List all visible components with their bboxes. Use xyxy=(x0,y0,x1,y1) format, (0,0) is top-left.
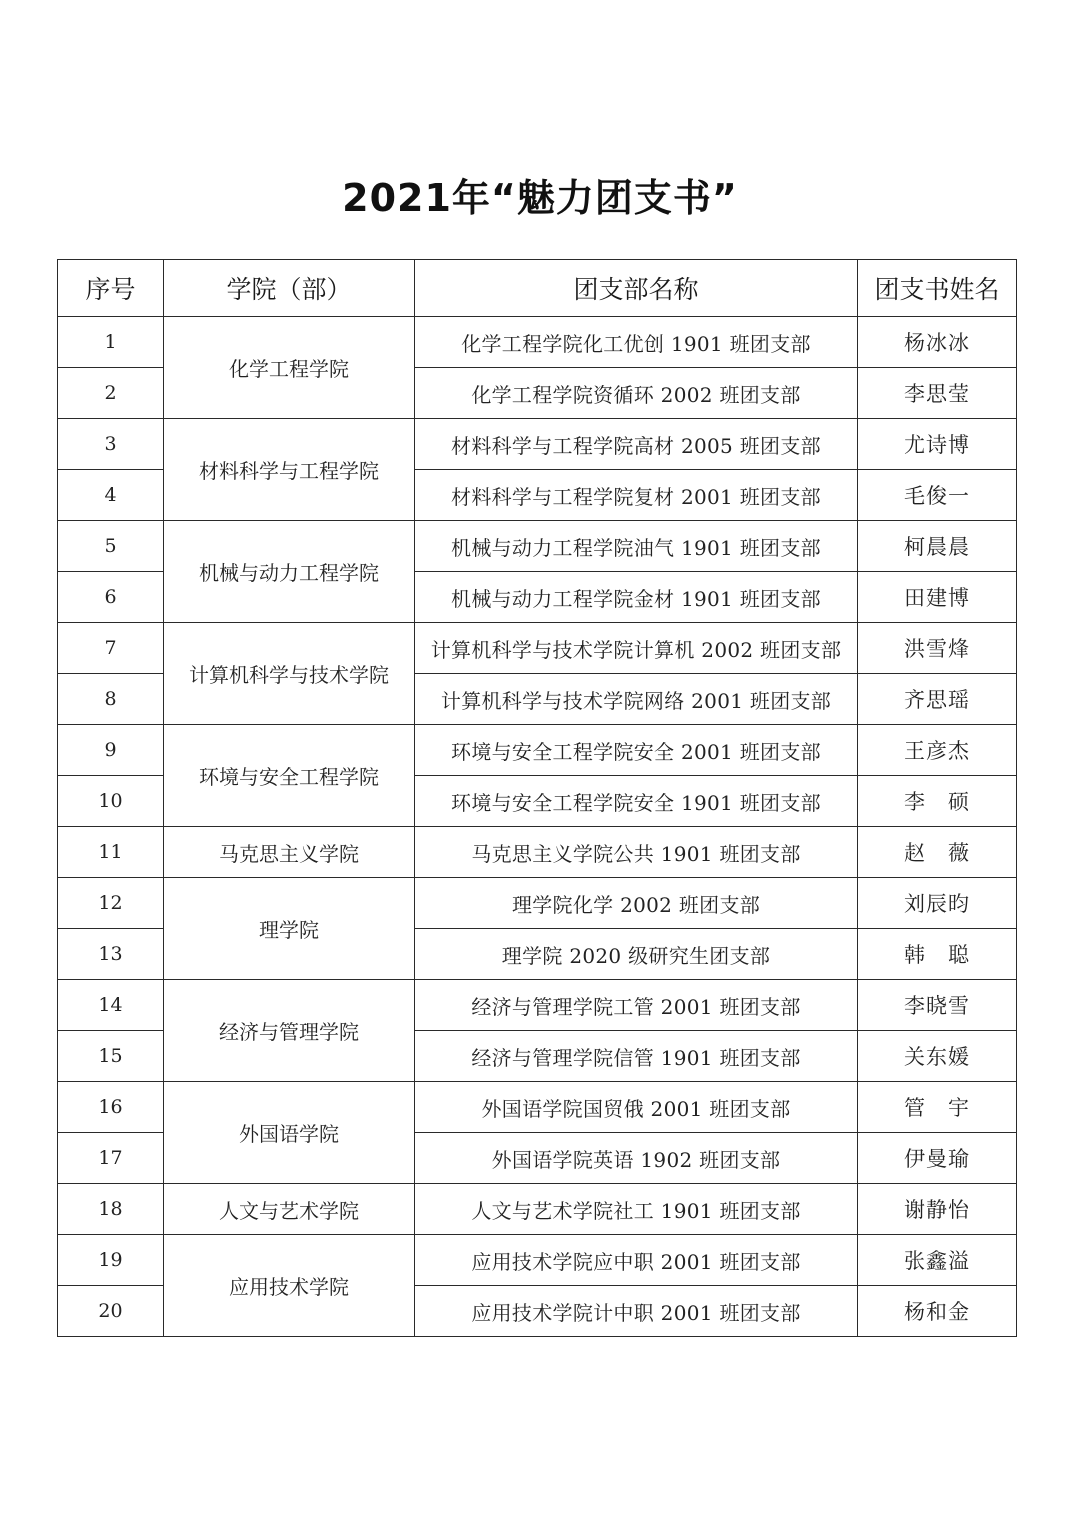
branch-name: 化学工程学院资循环 2002 班团支部 xyxy=(415,368,858,419)
college-name: 机械与动力工程学院 xyxy=(164,521,415,623)
secretary-name: 毛俊一 xyxy=(858,470,1017,521)
branch-name: 外国语学院英语 1902 班团支部 xyxy=(415,1133,858,1184)
row-index: 2 xyxy=(58,368,164,419)
branch-name: 理学院 2020 级研究生团支部 xyxy=(415,929,858,980)
header-college: 学院（部） xyxy=(164,260,415,317)
table-row xyxy=(58,878,1017,929)
college-name: 外国语学院 xyxy=(164,1082,415,1184)
secretary-name: 田建博 xyxy=(858,572,1017,623)
branch-name: 材料科学与工程学院高材 2005 班团支部 xyxy=(415,419,858,470)
branch-name: 经济与管理学院信管 1901 班团支部 xyxy=(415,1031,858,1082)
secretary-name: 尤诗博 xyxy=(858,419,1017,470)
branch-name: 计算机科学与技术学院网络 2001 班团支部 xyxy=(415,674,858,725)
branch-name: 材料科学与工程学院复材 2001 班团支部 xyxy=(415,470,858,521)
row-index: 1 xyxy=(58,317,164,368)
table-row xyxy=(58,827,1017,878)
secretary-name: 王彦杰 xyxy=(858,725,1017,776)
secretary-name: 齐思瑶 xyxy=(858,674,1017,725)
branch-name: 应用技术学院计中职 2001 班团支部 xyxy=(415,1286,858,1337)
secretary-name: 李晓雪 xyxy=(858,980,1017,1031)
header-branch: 团支部名称 xyxy=(415,260,858,317)
header-secretary: 团支书姓名 xyxy=(858,260,1017,317)
row-index: 9 xyxy=(58,725,164,776)
table-row xyxy=(58,317,1017,368)
college-name: 马克思主义学院 xyxy=(164,827,415,878)
row-index: 20 xyxy=(58,1286,164,1337)
branch-name: 化学工程学院化工优创 1901 班团支部 xyxy=(415,317,858,368)
branch-name: 应用技术学院应中职 2001 班团支部 xyxy=(415,1235,858,1286)
table-row xyxy=(58,419,1017,470)
secretary-name: 赵 薇 xyxy=(858,827,1017,878)
row-index: 10 xyxy=(58,776,164,827)
branch-name: 机械与动力工程学院金材 1901 班团支部 xyxy=(415,572,858,623)
header-index: 序号 xyxy=(58,260,164,317)
table-row xyxy=(58,725,1017,776)
college-name: 经济与管理学院 xyxy=(164,980,415,1082)
table-row xyxy=(58,980,1017,1031)
award-roster-table xyxy=(57,259,1017,1337)
secretary-name: 关东媛 xyxy=(858,1031,1017,1082)
secretary-name: 谢静怡 xyxy=(858,1184,1017,1235)
branch-name: 外国语学院国贸俄 2001 班团支部 xyxy=(415,1082,858,1133)
table-row xyxy=(58,623,1017,674)
college-name: 化学工程学院 xyxy=(164,317,415,419)
table-header xyxy=(58,260,1017,317)
row-index: 16 xyxy=(58,1082,164,1133)
secretary-name: 李 硕 xyxy=(858,776,1017,827)
secretary-name: 张鑫溢 xyxy=(858,1235,1017,1286)
row-index: 17 xyxy=(58,1133,164,1184)
table-row xyxy=(58,1184,1017,1235)
secretary-name: 刘辰昀 xyxy=(858,878,1017,929)
branch-name: 环境与安全工程学院安全 2001 班团支部 xyxy=(415,725,858,776)
row-index: 19 xyxy=(58,1235,164,1286)
branch-name: 理学院化学 2002 班团支部 xyxy=(415,878,858,929)
row-index: 3 xyxy=(58,419,164,470)
row-index: 12 xyxy=(58,878,164,929)
college-name: 人文与艺术学院 xyxy=(164,1184,415,1235)
secretary-name: 杨冰冰 xyxy=(858,317,1017,368)
row-index: 13 xyxy=(58,929,164,980)
table-row xyxy=(58,521,1017,572)
college-name: 应用技术学院 xyxy=(164,1235,415,1337)
table-row xyxy=(58,1082,1017,1133)
row-index: 15 xyxy=(58,1031,164,1082)
branch-name: 人文与艺术学院社工 1901 班团支部 xyxy=(415,1184,858,1235)
secretary-name: 柯晨晨 xyxy=(858,521,1017,572)
row-index: 7 xyxy=(58,623,164,674)
row-index: 18 xyxy=(58,1184,164,1235)
college-name: 计算机科学与技术学院 xyxy=(164,623,415,725)
college-name: 理学院 xyxy=(164,878,415,980)
secretary-name: 李思莹 xyxy=(858,368,1017,419)
row-index: 8 xyxy=(58,674,164,725)
secretary-name: 杨和金 xyxy=(858,1286,1017,1337)
secretary-name: 伊曼瑜 xyxy=(858,1133,1017,1184)
college-name: 材料科学与工程学院 xyxy=(164,419,415,521)
row-index: 4 xyxy=(58,470,164,521)
branch-name: 机械与动力工程学院油气 1901 班团支部 xyxy=(415,521,858,572)
table-row xyxy=(58,1235,1017,1286)
branch-name: 环境与安全工程学院安全 1901 班团支部 xyxy=(415,776,858,827)
branch-name: 计算机科学与技术学院计算机 2002 班团支部 xyxy=(415,623,858,674)
college-name: 环境与安全工程学院 xyxy=(164,725,415,827)
branch-name: 马克思主义学院公共 1901 班团支部 xyxy=(415,827,858,878)
secretary-name: 管 宇 xyxy=(858,1082,1017,1133)
secretary-name: 韩 聪 xyxy=(858,929,1017,980)
table-body xyxy=(58,317,1017,1337)
header-row xyxy=(58,260,1017,317)
branch-name: 经济与管理学院工管 2001 班团支部 xyxy=(415,980,858,1031)
document-title: 2021年“魅力团支书” xyxy=(342,176,738,220)
secretary-name: 洪雪烽 xyxy=(858,623,1017,674)
row-index: 11 xyxy=(58,827,164,878)
row-index: 5 xyxy=(58,521,164,572)
row-index: 14 xyxy=(58,980,164,1031)
row-index: 6 xyxy=(58,572,164,623)
